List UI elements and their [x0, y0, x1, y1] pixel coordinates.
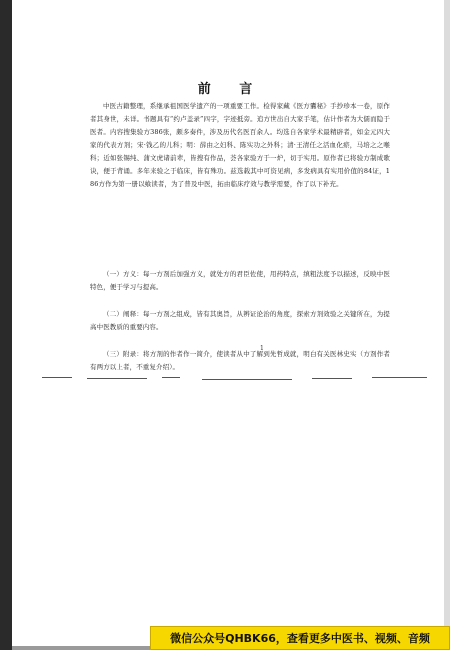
preface-paragraph-1: 中医古籍整理，系继承祖国医学遗产的一项重要工作。检得家藏《医方囊秘》手抄珍本一卷，原作者其身世，未详。书题具有“约卢盖录”四字，字迹抵旁。追方世出自大家手笔，估计作者为大儒而隐于医者。内容搜集验方386张，颇多奏件，涉及历代名医百余人。均选自各家学术最精辟者，如金元四大家的代表方剂；宋·钱乙的儿科；明：薛由之妇科、陈实功之外科；清·王清任之活血化瘀，马培之之喉科；近如张锡纯、蒲文虎诸前辈，皆搜有作品，荟各家验方于一炉，切于实用。原作者已将验方制成歌诀，便于背诵。多年来验之于临床，皆有殊功。兹选载其中可资见病，多发病具有实用价值的84证，186方作为第一册以飨读者，为了普及中医，拓由临床疗效与教学需要，作了以下补充。 [90, 102, 390, 188]
page-title: 前 言 [197, 82, 265, 97]
preface-paragraph-4: （三）附录：将方剂的作者作一简介，使读者从中了解到先哲成就，明白有关医林史实（方剂作者有两方以上者，不重复介绍）。 [90, 350, 390, 371]
viewer-scrollbar[interactable] [444, 0, 450, 650]
preface-paragraph-3: （二）阐释：每一方剂之组成，皆有其奥旨，从辨证论治的角度，探索方剂效验之关键所在，为提高中医教质的重要内容。 [90, 310, 390, 331]
viewer-bottom-edge [12, 646, 150, 650]
promo-banner[interactable]: 微信公众号QHBK66，查看更多中医书、视频、音频 [150, 626, 450, 650]
scanned-page [12, 0, 450, 650]
scan-artifact-lines [42, 374, 442, 386]
preface-paragraph-2: （一）方义：每一方剂后加强方义，就处方的君臣佐使，用药特点，缜粗法度予以描述，反映中医特色，便于学习与提高。 [90, 270, 390, 291]
viewer-left-border [0, 0, 12, 650]
page-number: 1 [260, 345, 264, 352]
